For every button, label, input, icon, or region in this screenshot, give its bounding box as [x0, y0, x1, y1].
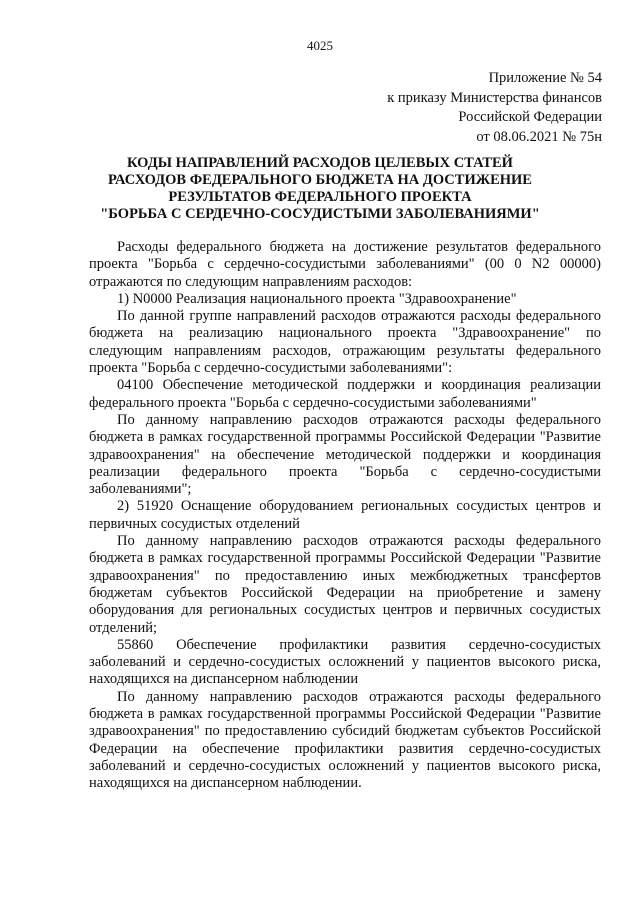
expense-code-item: 04100 Обеспечение методической поддержки и координация реализации федерального проекта "Борьба с сердечно-сосудистыми заболеваниями" [89, 377, 601, 411]
title-line: "БОРЬБА С СЕРДЕЧНО-СОСУДИСТЫМИ ЗАБОЛЕВАНИЯМИ" [100, 206, 540, 222]
section-heading: 1) N0000 Реализация национального проекта "Здравоохранение" [117, 290, 517, 307]
section-heading: 2) 51920 Оснащение оборудованием региональных сосудистых центров и первичных сосудистых отделений [89, 498, 601, 532]
appendix-order-ref: к приказу Министерства финансов [387, 89, 602, 106]
intro-paragraph: Расходы федерального бюджета на достижение результатов федерального проекта "Борьба с сердечно-сосудистыми заболеваниями" (00 0 N2 00000) отражаются по следующим направлениям расходов: [89, 239, 601, 290]
appendix-date: от 08.06.2021 № 75н [476, 128, 602, 145]
title-line: КОДЫ НАПРАВЛЕНИЙ РАСХОДОВ ЦЕЛЕВЫХ СТАТЕЙ [127, 155, 513, 171]
title-line: РАСХОДОВ ФЕДЕРАЛЬНОГО БЮДЖЕТА НА ДОСТИЖЕНИЕ [108, 172, 532, 188]
document-title [0, 155, 640, 223]
appendix-authority: Российской Федерации [458, 109, 602, 125]
body-paragraph: По данной группе направлений расходов отражаются расходы федерального бюджета на реализацию национального проекта "Здравоохранение" по следующим направлениям расходов, отражающим результаты федерального проекта "Борьба с сердечно-сосудистыми заболеваниями": [89, 308, 601, 377]
document-body [89, 239, 601, 793]
body-paragraph: По данному направлению расходов отражаются расходы федерального бюджета в рамках государственной программы Российской Федерации "Развитие здравоохранения" на обеспечение методической поддержки и координация реализации федерального проекта "Борьба с сердечно-сосудистыми заболеваниями"; [89, 411, 601, 498]
body-paragraph: По данному направлению расходов отражаются расходы федерального бюджета в рамках государственной программы Российской Федерации "Развитие здравоохранения" по предоставлению субсидий бюджетам субъектов Российской Федерации на обеспечение профилактики развития сердечно-сосудистых заболеваний и сердечно-сосудистых осложнений у пациентов высокого риска, находящихся на диспансерном наблюдении. [89, 688, 601, 792]
page-number: 4025 [307, 38, 333, 53]
expense-code-item: 55860 Обеспечение профилактики развития сердечно-сосудистых заболеваний и сердечно-сосудистых осложнений у пациентов высокого риска, находящихся на диспансерном наблюдении [89, 636, 601, 688]
appendix-reference [387, 69, 602, 147]
title-line: РЕЗУЛЬТАТОВ ФЕДЕРАЛЬНОГО ПРОЕКТА [168, 189, 472, 205]
body-paragraph: По данному направлению расходов отражаются расходы федерального бюджета в рамках государственной программы Российской Федерации "Развитие здравоохранения" по предоставлению иных межбюджетных трансфертов бюджетам субъектов Российской Федерации на приобретение и замену оборудования для региональных сосудистых центров и первичных сосудистых отделений; [89, 533, 601, 636]
appendix-number: Приложение № 54 [488, 70, 602, 86]
